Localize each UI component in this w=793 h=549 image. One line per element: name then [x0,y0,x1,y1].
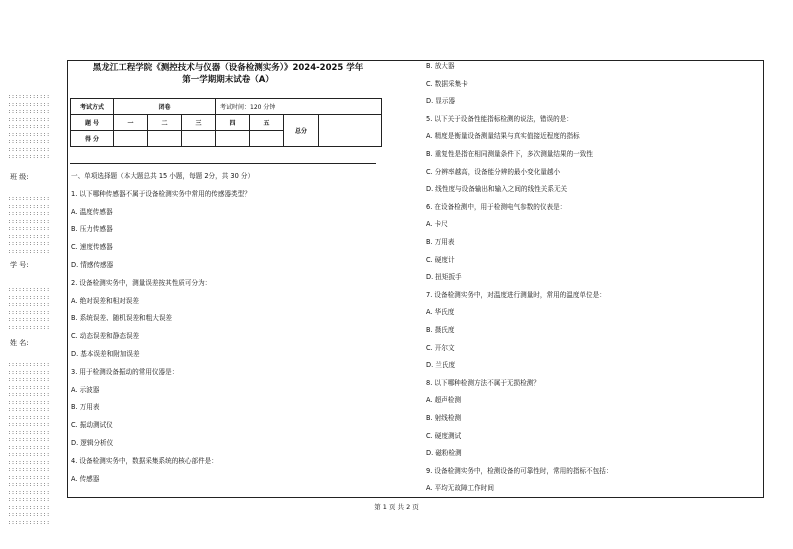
left-question-line: 3. 用于检测设备振动的常用仪器是： [71,367,179,376]
right-question-line: B. 射线检测 [426,414,462,422]
right-question-line: C. 分辨率越高，设备能分辨的最小变化量越小 [426,167,561,176]
score-cell-1[interactable] [114,131,148,147]
student-id-label: 学 号: [10,261,29,269]
divider [70,163,376,164]
right-question-line: B. 摄氏度 [426,326,455,334]
section-4: 四 [216,115,250,131]
right-question-line: C. 数据采集卡 [426,79,468,88]
exam-format-value: 闭卷 [114,99,216,115]
score-cell-3[interactable] [182,131,216,147]
left-question-line: 4. 设备检测实务中，数据采集系统的核心部件是： [71,456,218,465]
right-question-line: A. 平均无故障工作时间 [426,484,494,493]
right-question-line: C. 开尔文 [426,343,455,352]
left-question-line: A. 温度传感器 [71,207,113,216]
left-question-line: 2. 设备检测实务中，测量误差按其性质可分为： [71,278,212,287]
section-1: 一 [114,115,148,131]
left-question-line: B. 万用表 [71,403,100,412]
side-dots-3: :::::::::::: :::::::::::: :::::::::::: :::::::::::: :::::::::::: :::::::::::: [8,287,51,331]
exam-time: 考试时间：120 分钟 [216,99,382,115]
left-question-line: C. 速度传感器 [71,243,113,252]
exam-title [70,62,386,86]
left-question-line: D. 情感传感器 [71,261,114,269]
score-cell-2[interactable] [148,131,182,147]
class-label: 班 级: [10,173,29,181]
score-cell-5[interactable] [250,131,284,147]
right-question-line: 5. 以下关于设备性能指标检测的说法，错误的是： [426,114,573,123]
score-cell-4[interactable] [216,131,250,147]
right-question-line: D. 兰氏度 [426,361,456,370]
right-question-line: B. 万用表 [426,238,455,246]
name-label: 姓 名: [10,339,29,347]
right-question-line: A. 超声检测 [426,396,461,405]
right-question-line: 6. 在设备检测中，用于检测电气参数的仪表是： [426,202,567,211]
right-question-line: D. 显示器 [426,97,456,106]
right-question-line: A. 卡尺 [426,220,448,229]
left-question-line: 一、单项选择题（本大题总共 15 小题，每题 2分，共 30 分） [71,172,255,180]
left-question-line: C. 动态误差和静态误差 [71,332,140,341]
title-line-1: 黑龙江工程学院《测控技术与仪器（设备检测实务）》2024-2025 学年 [92,63,364,73]
right-question-line: B. 放大器 [426,62,455,70]
title-line-2: 第一学期期末试卷（A） [182,75,274,85]
right-question-line: D. 磁粉检测 [426,449,462,458]
exam-format-label: 考试方式 [71,99,114,115]
right-question-line: D. 扭矩扳手 [426,273,462,282]
total-label: 总分 [284,115,319,147]
exam-info-table [70,98,382,147]
left-question-line: A. 绝对误差和相对误差 [71,296,139,305]
right-question-line: C. 硬度计 [426,255,455,264]
score-label: 得 分 [71,131,114,147]
left-question-line: C. 振动测试仪 [71,421,113,430]
side-dots-4: :::::::::::: :::::::::::: :::::::::::: :::::::::::: :::::::::::: :::::::::::: :::::::::::: :::::::::::: :::::::::::: :::::::::::: :::::::::::: :::::::::::: :::::::::::: :::::::::::: :::::::::::: :::::::::::: :::::::::::: :::::::::::: :::::::::::: :::::::::::: :::::::::::: :::::::::::: [8,362,51,526]
right-question-line: C. 硬度测试 [426,431,462,440]
section-3: 三 [182,115,216,131]
left-question-line: D. 基本误差和附加误差 [71,350,140,358]
right-question-line: A. 精度是衡量设备测量结果与真实值接近程度的指标 [426,132,580,141]
right-question-line: D. 线性度与设备输出和输入之间的线性关系无关 [426,185,568,194]
question-no-label: 题 号 [71,115,114,131]
page-footer: 第 1 页 共 2 页 [374,503,419,511]
right-question-line: B. 重复性是指在相同测量条件下，多次测量结果的一致性 [426,150,593,158]
right-question-line: 8. 以下哪种检测方法不属于无损检测？ [426,378,540,387]
side-dots-2: :::::::::::: :::::::::::: :::::::::::: :::::::::::: :::::::::::: :::::::::::: :::::::::::: :::::::::::: [8,196,51,255]
left-question-line: B. 系统误差、随机误差和粗大误差 [71,314,173,323]
right-question-line: 7. 设备检测实务中，对温度进行测量时，常用的温度单位是： [426,290,606,299]
left-question-line: D. 逻辑分析仪 [71,439,114,447]
left-question-line: 1. 以下哪种传感器不属于设备检测实务中常用的传感器类型？ [71,189,251,198]
side-dots-1: :::::::::::: :::::::::::: :::::::::::: :::::::::::: :::::::::::: :::::::::::: :::::::::::: :::::::::::: :::::::::::: [8,94,51,160]
left-question-line: B. 压力传感器 [71,225,113,234]
right-question-line: A. 华氏度 [426,308,455,317]
section-5: 五 [250,115,284,131]
right-question-line: 9. 设备检测实务中，检测设备的可靠性时，常用的指标不包括： [426,466,613,475]
total-score-cell[interactable] [319,115,382,147]
section-2: 二 [148,115,182,131]
left-question-line: A. 传感器 [71,474,100,483]
left-question-line: A. 示波器 [71,385,100,394]
